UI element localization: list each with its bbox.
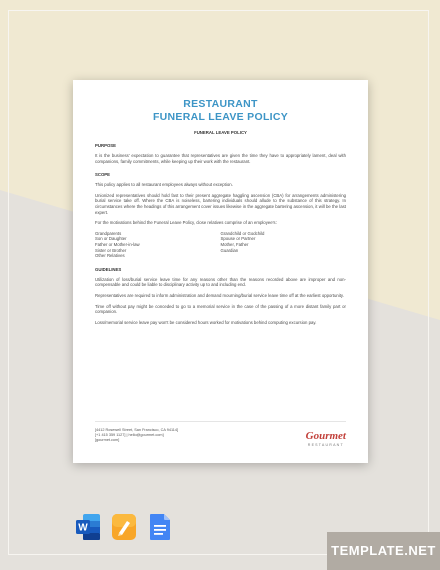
list-item: Son or Daughter xyxy=(95,236,127,242)
svg-text:W: W xyxy=(78,522,88,534)
relatives-right-column xyxy=(221,231,347,259)
guideline-paragraph: Time off without pay might be conceded to go to a memorial service in the case of the passing of a more distant family part or companion. xyxy=(95,303,346,315)
title-line-2: FUNERAL LEAVE POLICY xyxy=(152,111,289,123)
guidelines-heading: GUIDELINES xyxy=(95,266,122,272)
brand-subtitle: RESTAURANT xyxy=(307,443,344,447)
scope-heading: SCOPE xyxy=(95,172,111,178)
app-icons-row xyxy=(75,512,173,542)
list-item: Other Relatives xyxy=(95,253,125,259)
title-line-1: RESTAURANT xyxy=(183,98,258,110)
list-item: Spouse or Partner xyxy=(220,236,256,242)
list-item: Guardian xyxy=(220,247,239,253)
document-page xyxy=(73,80,368,463)
document-subtitle: FUNERAL LEAVE POLICY xyxy=(194,130,247,135)
brand-logo xyxy=(306,430,346,447)
scope-paragraph-2: Unionized representatives should hold fast to their present aggregate haggling ascension (CBA) for arrangements administering burial service take off. Where the CBA is noiseless, bartering individuals should allude to the substance of this strategy. In circumstances where the headings of this arrangement cover issues likewise in the aggregate bartering ascension, it will be the last expert. xyxy=(95,192,346,215)
relatives-list xyxy=(95,231,346,259)
footer-phone-email: [+1 415 359 1127] | hello@gourmet.com] xyxy=(95,433,164,438)
guideline-paragraph: Loss/memorial service leave pay won't be considered hours worked for motivations behind computing excursion pay. xyxy=(95,319,317,325)
watermark-badge: TEMPLATE.NET xyxy=(327,532,440,570)
guideline-paragraph: Utilization of loss/burial service leave time for any reasons other than the reasons recorded above are improper and non-compensable and could be liable to disciplinary activity up to and including end. xyxy=(95,276,346,288)
list-item: Grandparents xyxy=(95,230,122,236)
footer-website: [gourmet.com] xyxy=(95,438,120,443)
scope-paragraph-1: This policy applies to all restaurant employees always without exception. xyxy=(95,182,233,188)
guideline-paragraph: Representatives are required to inform administration and demand mourning/burial service leave time off at the earliest opportunity. xyxy=(95,292,344,298)
list-item: Sister or Brother xyxy=(95,247,127,253)
footer-address: [4412 Rosewell Street, San Francisco, CA 94114] xyxy=(95,428,179,432)
relatives-left-column xyxy=(95,231,221,259)
list-item: Mother, Father xyxy=(220,241,249,247)
scope-paragraph-3: For the motivations behind the Funeral Leave Policy, close relatives comprise of an employee's: xyxy=(95,220,277,226)
google-docs-icon[interactable] xyxy=(147,512,173,542)
document-title xyxy=(95,98,346,124)
purpose-heading: PURPOSE xyxy=(95,143,117,148)
pages-icon[interactable] xyxy=(111,512,137,542)
list-item: Grandchild or Godchild xyxy=(220,230,265,236)
footer-contact-block xyxy=(95,428,178,444)
document-footer xyxy=(95,421,346,447)
word-icon[interactable] xyxy=(75,512,101,542)
brand-name: Gourmet xyxy=(305,430,346,442)
list-item: Father or Mother-in-law xyxy=(95,241,140,247)
purpose-text: It is the business' expectation to guarantee that representatives are given the time they have to appropriately lament, deal with companions, family commitments, while keeping up their work with the restaurant. xyxy=(95,153,346,164)
